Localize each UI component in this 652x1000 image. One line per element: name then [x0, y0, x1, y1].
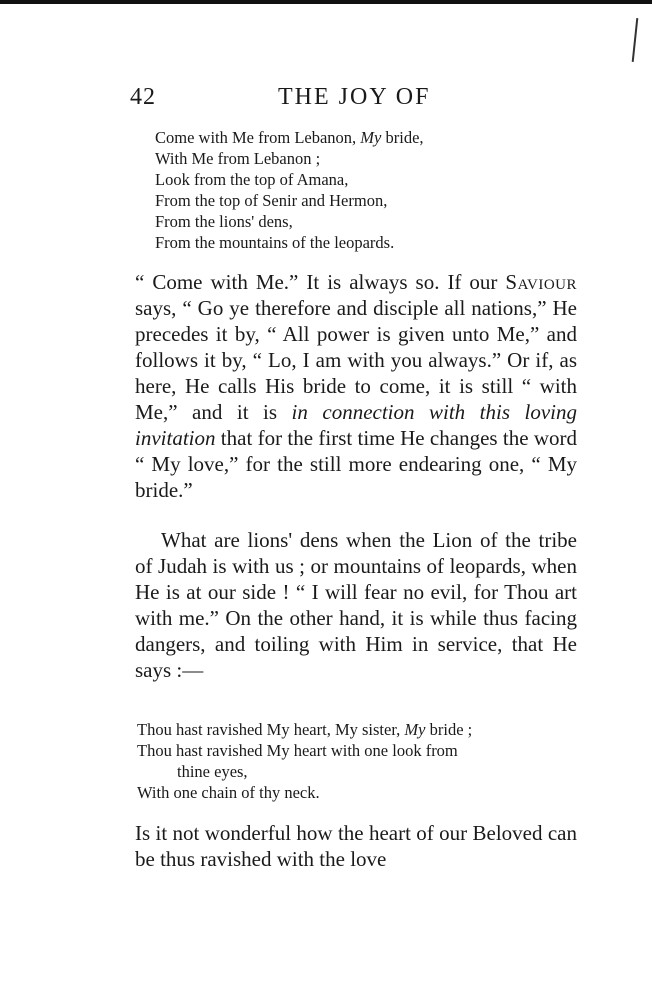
paragraph-lions-dens: What are lions' dens when the Lion of the tribe of Judah is with us ; or mountains of leopards, when He is at our side ! “ I will fear no evil, for Thou art with me.” On the other hand, it is while thus facing dangers, and toiling with Him in service, that He says :— — [135, 528, 577, 682]
verse-quote-ravished — [137, 719, 472, 803]
page-top-edge — [0, 0, 652, 4]
verse-line: From the lions' dens, — [155, 212, 293, 231]
paragraph-come-with-me: “ Come with Me.” It is always so. If our Saviour says, “ Go ye therefore and disciple all nations,” He precedes it by, “ All power is given unto Me,” and follows it by, “ Lo, I am with you always.” Or if, as here, He calls His bride to come, it is still “ with Me,” and it is in connection with this loving invitation that for the first time He changes the word “ My love,” for the still more endearing one, “ My bride.” — [135, 270, 577, 502]
running-title: THE JOY OF — [278, 84, 431, 110]
verse-line: From the mountains of the leopards. — [155, 233, 395, 252]
verse-line: With one chain of thy neck. — [137, 783, 320, 802]
verse-line: With Me from Lebanon ; — [155, 149, 321, 168]
verse-line: From the top of Senir and Hermon, — [155, 191, 388, 210]
verse-line: thine eyes, — [177, 762, 248, 781]
verse-line: Thou hast ravished My heart with one look from — [137, 741, 458, 760]
paragraph-beloved: Is it not wonderful how the heart of our Beloved can be thus ravished with the love — [135, 821, 577, 871]
verse-quote-lebanon — [155, 127, 424, 253]
page-number: 42 — [130, 84, 156, 110]
verse-line: Come with Me from Lebanon, My bride, — [155, 128, 424, 147]
margin-pencil-mark — [632, 18, 639, 62]
page-header — [128, 82, 578, 116]
verse-line: Look from the top of Amana, — [155, 170, 349, 189]
verse-line: Thou hast ravished My heart, My sister, My bride ; — [137, 720, 473, 739]
